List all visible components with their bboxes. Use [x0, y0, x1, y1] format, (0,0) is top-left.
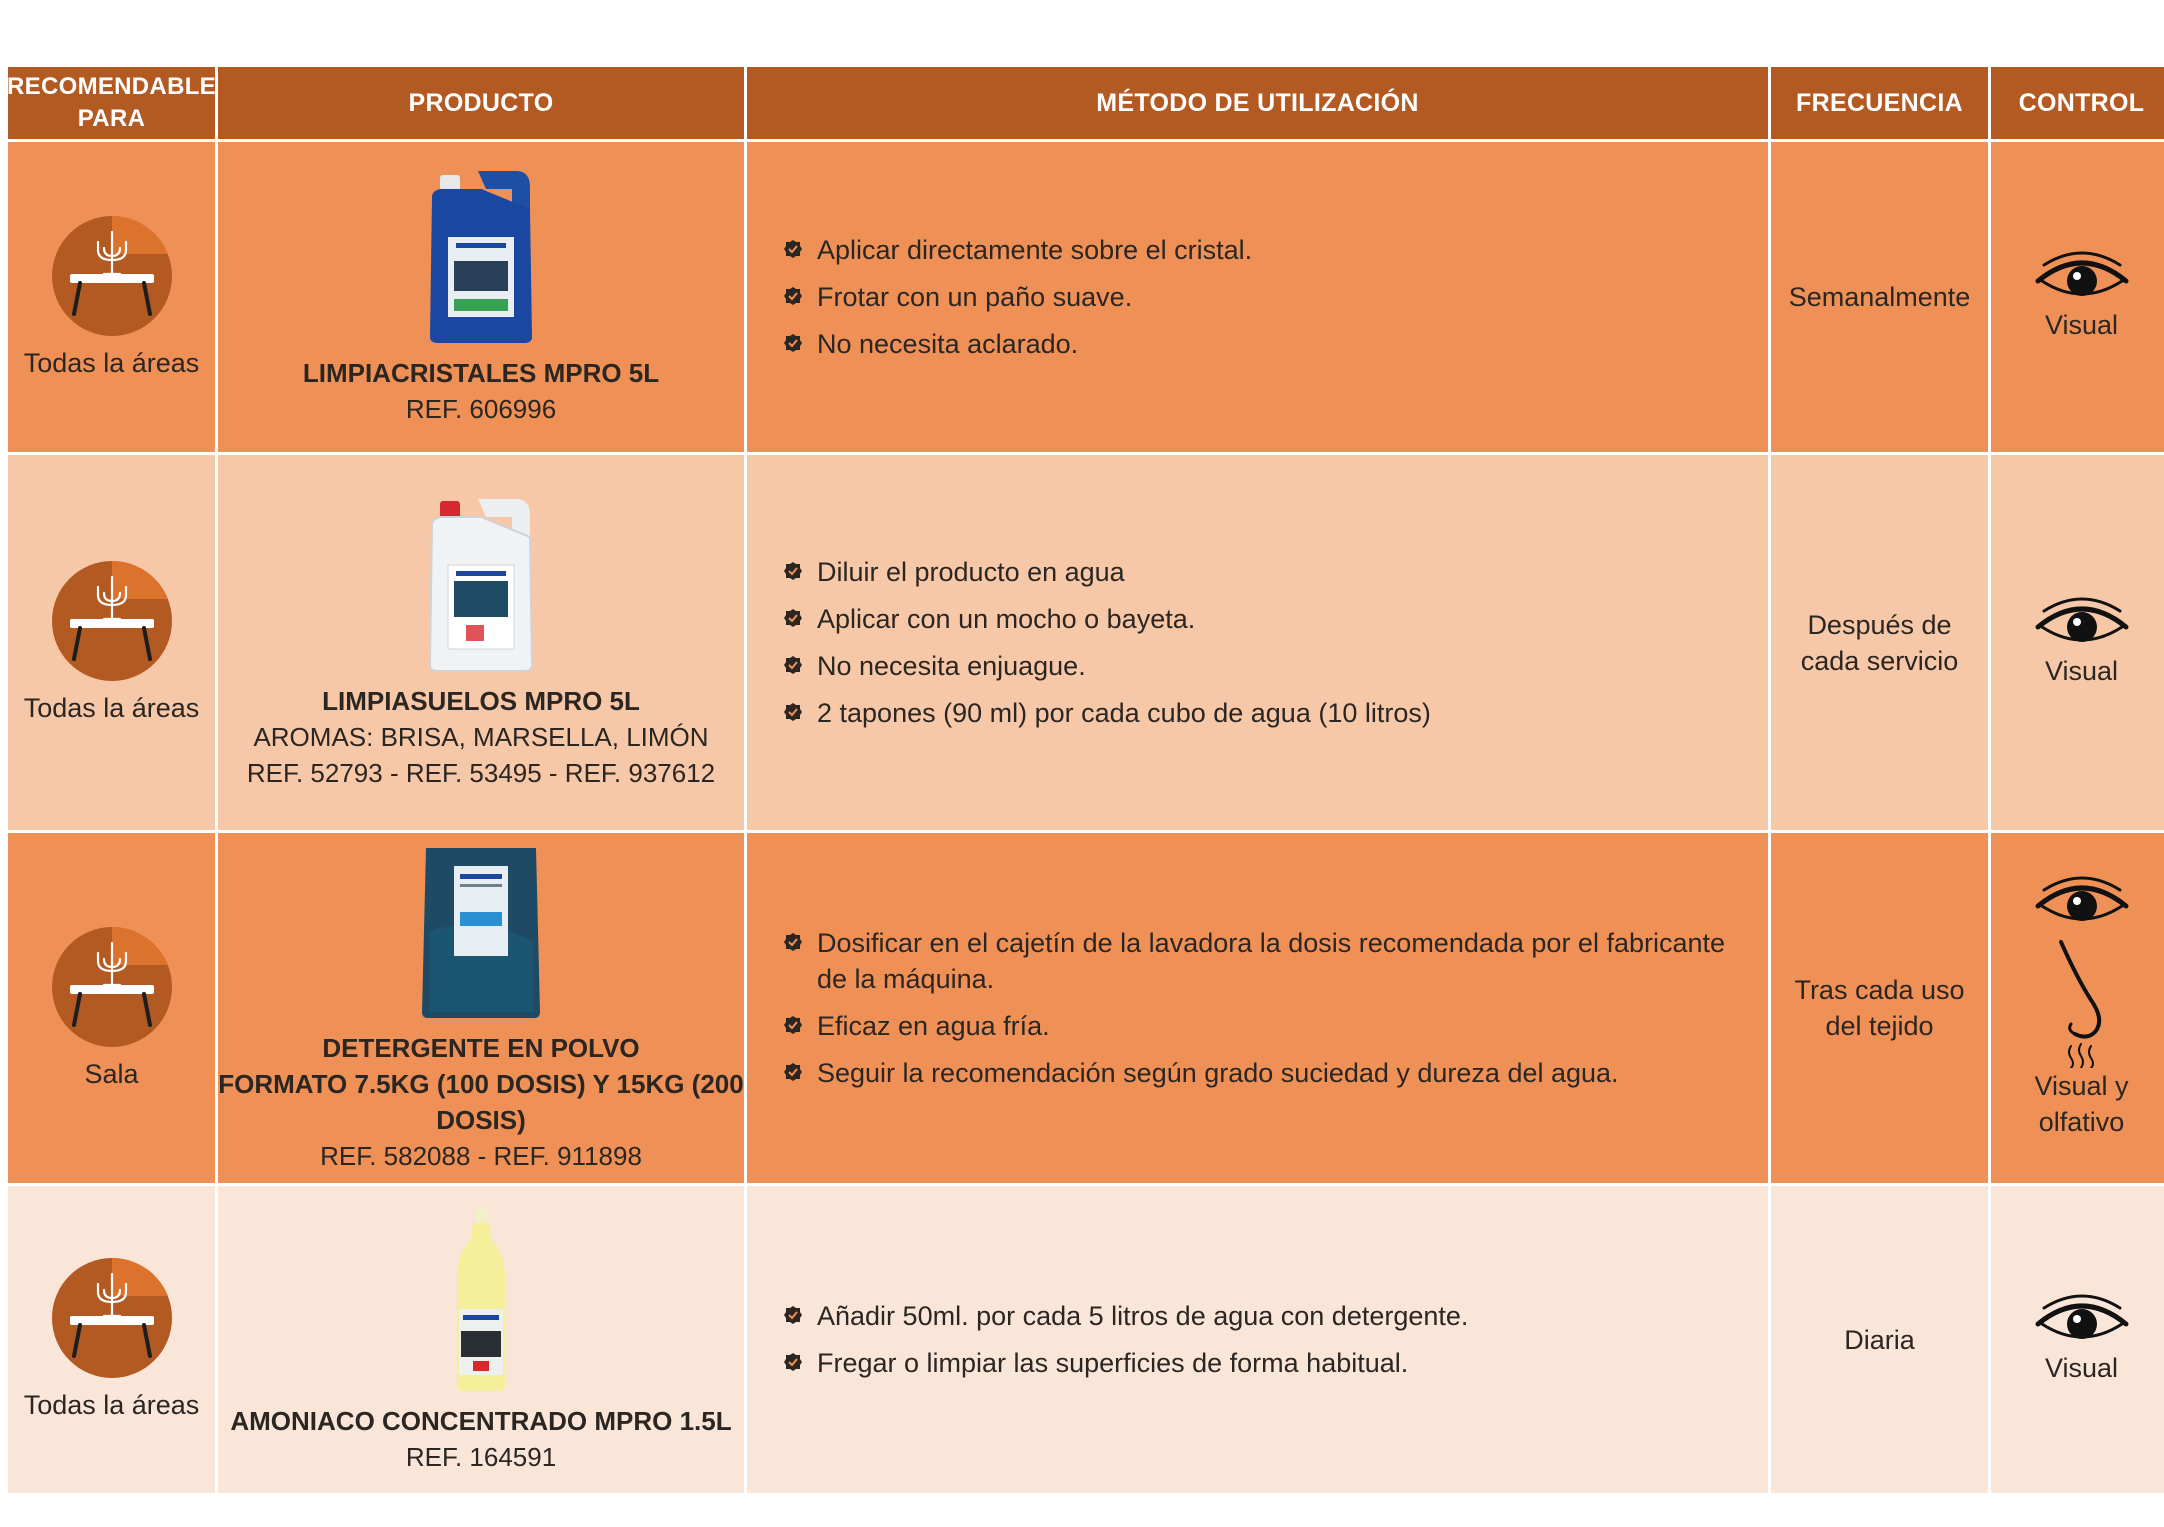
row-1-product [218, 142, 744, 452]
row-1-control [1991, 142, 2164, 452]
check-badge-icon [783, 655, 803, 675]
dining-table-icon [52, 216, 172, 336]
row-4-frequency: Diaria [1771, 1186, 1988, 1493]
check-badge-icon [783, 1352, 803, 1372]
blue-jerrycan-image [426, 167, 536, 347]
check-badge-icon [783, 932, 803, 952]
list-item: Diluir el producto en agua [783, 554, 1431, 590]
product-name: LIMPIASUELOS MPRO 5L [322, 685, 640, 716]
row-4-area [8, 1186, 215, 1493]
list-item: Dosificar en el cajetín de la lavadora la dosis recomendada por el fabricante de la máquina. [783, 925, 1748, 997]
list-item: Aplicar con un mocho o bayeta. [783, 601, 1431, 637]
header-area: RECOMENDABLE PARA [8, 67, 215, 139]
products-table [8, 67, 2160, 1493]
check-badge-icon [783, 1062, 803, 1082]
row-2-frequency [1771, 455, 1988, 830]
area-label: Todas la áreas [23, 1390, 200, 1420]
white-jerrycan-image [426, 495, 536, 675]
eye-icon [2034, 251, 2130, 307]
check-badge-icon [783, 286, 803, 306]
row-1-area [8, 142, 215, 452]
product-name: LIMPIACRISTALES MPRO 5L [302, 358, 660, 388]
dining-table-icon [52, 561, 172, 681]
list-item: 2 tapones (90 ml) por cada cubo de agua (10 litros) [783, 695, 1431, 731]
area-label: Sala [84, 1058, 139, 1089]
control-label: Visual y olfativo [2034, 1071, 2129, 1137]
control-label: Visual [2044, 655, 2119, 686]
check-badge-icon [783, 561, 803, 581]
row-3-area [8, 833, 215, 1183]
check-badge-icon [783, 239, 803, 259]
header-method: MÉTODO DE UTILIZACIÓN [747, 67, 1768, 139]
header-product: PRODUCTO [218, 67, 744, 139]
yellow-bottle-image [451, 1205, 511, 1395]
product-format: FORMATO 7.5KG (100 DOSIS) Y 15KG (200 DOSIS) [218, 1069, 744, 1135]
row-2-control [1991, 455, 2164, 830]
method-list [783, 221, 1252, 373]
list-item: Eficaz en agua fría. [783, 1008, 1748, 1044]
row-4-control [1991, 1186, 2164, 1493]
row-2-product [218, 455, 744, 830]
eye-icon [2034, 597, 2130, 653]
product-aromas: AROMAS: BRISA, MARSELLA, LIMÓN [253, 721, 709, 752]
row-1-method [747, 142, 1768, 452]
check-badge-icon [783, 1015, 803, 1035]
product-ref: REF. 164591 [405, 1441, 557, 1472]
list-item: Fregar o limpiar las superficies de forma habitual. [783, 1345, 1468, 1381]
list-item: Frotar con un paño suave. [783, 279, 1252, 315]
row-1-frequency: Semanalmente [1771, 142, 1988, 452]
product-ref: REF. 606996 [405, 394, 557, 424]
eye-icon [2034, 876, 2130, 932]
list-item: No necesita aclarado. [783, 326, 1252, 362]
header-frequency: FRECUENCIA [1771, 67, 1988, 139]
product-name: AMONIACO CONCENTRADO MPRO 1.5L [230, 1405, 732, 1436]
method-list [783, 543, 1431, 742]
frequency-text: Tras cada uso del tejido [1794, 975, 1965, 1041]
check-badge-icon [783, 333, 803, 353]
area-label: Todas la áreas [23, 693, 200, 723]
nose-icon [2047, 938, 2117, 1068]
check-badge-icon [783, 702, 803, 722]
control-label: Visual [2044, 1352, 2119, 1383]
header-control: CONTROL [1991, 67, 2164, 139]
row-3-frequency [1771, 833, 1988, 1183]
check-badge-icon [783, 608, 803, 628]
eye-icon [2034, 1294, 2130, 1350]
product-name: DETERGENTE EN POLVO [322, 1033, 640, 1063]
dining-table-icon [52, 1258, 172, 1378]
detergent-bag-image [416, 842, 546, 1022]
frequency-text: Después de cada servicio [1800, 609, 1959, 676]
area-label: Todas la áreas [23, 347, 200, 378]
product-ref: REF. 582088 - REF. 911898 [320, 1141, 642, 1171]
row-2-method [747, 455, 1768, 830]
product-ref: REF. 52793 - REF. 53495 - REF. 937612 [246, 757, 716, 788]
list-item: Añadir 50ml. por cada 5 litros de agua con detergente. [783, 1298, 1468, 1334]
method-list [783, 1287, 1468, 1392]
list-item: Seguir la recomendación según grado suciedad y dureza del agua. [783, 1055, 1748, 1091]
list-item: Aplicar directamente sobre el cristal. [783, 232, 1252, 268]
row-3-control [1991, 833, 2164, 1183]
row-3-product [218, 833, 744, 1183]
row-3-method [747, 833, 1768, 1183]
method-list [783, 914, 1748, 1102]
check-badge-icon [783, 1305, 803, 1325]
row-4-product [218, 1186, 744, 1493]
list-item: No necesita enjuague. [783, 648, 1431, 684]
control-label: Visual [2044, 310, 2119, 340]
row-4-method [747, 1186, 1768, 1493]
row-2-area [8, 455, 215, 830]
dining-table-icon [52, 927, 172, 1047]
